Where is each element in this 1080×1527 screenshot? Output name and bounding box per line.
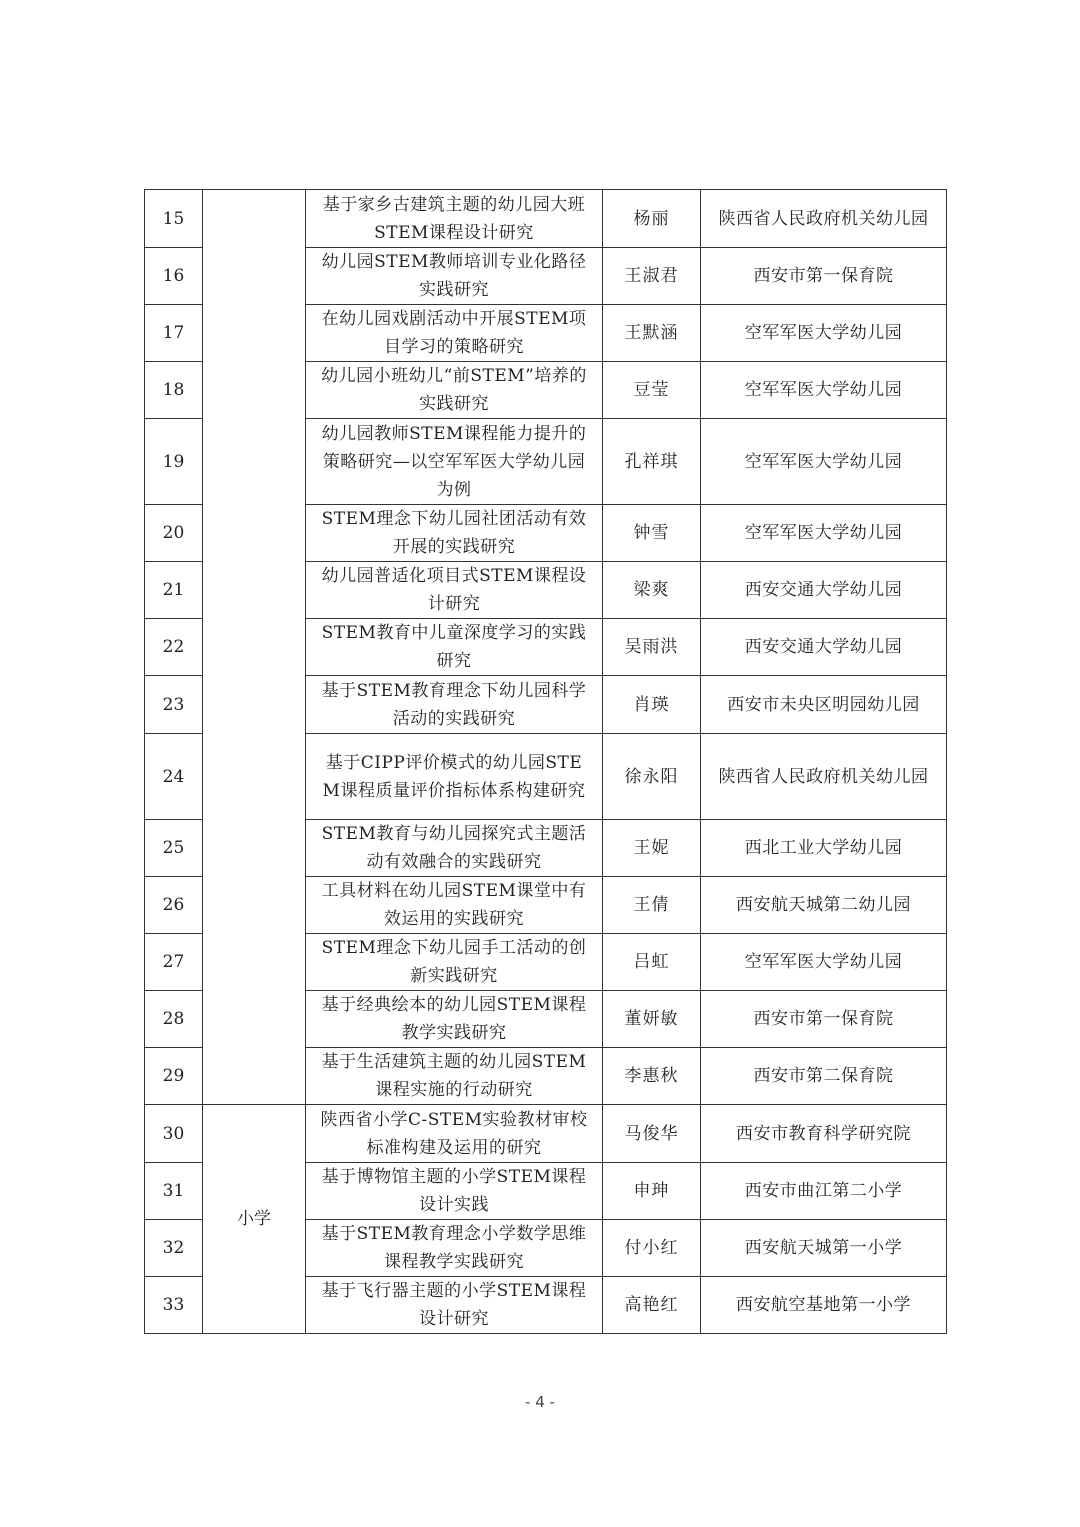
person-name: 高艳红 bbox=[603, 1277, 701, 1334]
unit-name: 空军军医大学幼儿园 bbox=[701, 419, 947, 505]
row-number: 23 bbox=[145, 676, 203, 734]
unit-name: 西安航天城第一小学 bbox=[701, 1220, 947, 1277]
project-title: 陕西省小学C-STEM实验教材审校标准构建及运用的研究 bbox=[306, 1105, 603, 1163]
table-row bbox=[145, 1105, 947, 1163]
unit-name: 西安航空基地第一小学 bbox=[701, 1277, 947, 1334]
project-title: 基于博物馆主题的小学STEM课程设计实践 bbox=[306, 1163, 603, 1220]
unit-name: 西安市第一保育院 bbox=[701, 248, 947, 305]
project-title: 基于家乡古建筑主题的幼儿园大班STEM课程设计研究 bbox=[306, 190, 603, 248]
unit-name: 西安市教育科学研究院 bbox=[701, 1105, 947, 1163]
unit-name: 空军军医大学幼儿园 bbox=[701, 934, 947, 991]
row-number: 24 bbox=[145, 734, 203, 820]
unit-name: 陕西省人民政府机关幼儿园 bbox=[701, 734, 947, 820]
row-number: 16 bbox=[145, 248, 203, 305]
project-title: 幼儿园小班幼儿“前STEM”培养的实践研究 bbox=[306, 362, 603, 419]
row-number: 33 bbox=[145, 1277, 203, 1334]
row-number: 28 bbox=[145, 991, 203, 1048]
person-name: 孔祥琪 bbox=[603, 419, 701, 505]
row-number: 18 bbox=[145, 362, 203, 419]
unit-name: 西安交通大学幼儿园 bbox=[701, 619, 947, 676]
category-cell-kindergarten bbox=[203, 190, 306, 1105]
person-name: 钟雪 bbox=[603, 505, 701, 562]
person-name: 吴雨洪 bbox=[603, 619, 701, 676]
row-number: 31 bbox=[145, 1163, 203, 1220]
row-number: 25 bbox=[145, 820, 203, 877]
category-cell-primary: 小学 bbox=[203, 1105, 306, 1334]
project-title: 基于STEM教育理念小学数学思维课程教学实践研究 bbox=[306, 1220, 603, 1277]
person-name: 豆莹 bbox=[603, 362, 701, 419]
project-title: 工具材料在幼儿园STEM课堂中有效运用的实践研究 bbox=[306, 877, 603, 934]
row-number: 32 bbox=[145, 1220, 203, 1277]
row-number: 30 bbox=[145, 1105, 203, 1163]
row-number: 27 bbox=[145, 934, 203, 991]
person-name: 杨丽 bbox=[603, 190, 701, 248]
unit-name: 西安市第二保育院 bbox=[701, 1048, 947, 1105]
unit-name: 西安市曲江第二小学 bbox=[701, 1163, 947, 1220]
project-title: 基于生活建筑主题的幼儿园STEM课程实施的行动研究 bbox=[306, 1048, 603, 1105]
person-name: 徐永阳 bbox=[603, 734, 701, 820]
person-name: 王淑君 bbox=[603, 248, 701, 305]
project-title: 基于CIPP评价模式的幼儿园STEM课程质量评价指标体系构建研究 bbox=[306, 734, 603, 820]
unit-name: 空军军医大学幼儿园 bbox=[701, 505, 947, 562]
row-number: 17 bbox=[145, 305, 203, 362]
project-title: 在幼儿园戏剧活动中开展STEM项目学习的策略研究 bbox=[306, 305, 603, 362]
project-title: 幼儿园教师STEM课程能力提升的策略研究—以空军军医大学幼儿园为例 bbox=[306, 419, 603, 505]
unit-name: 西安市未央区明园幼儿园 bbox=[701, 676, 947, 734]
project-title: STEM理念下幼儿园社团活动有效开展的实践研究 bbox=[306, 505, 603, 562]
project-title: 基于飞行器主题的小学STEM课程设计研究 bbox=[306, 1277, 603, 1334]
person-name: 肖瑛 bbox=[603, 676, 701, 734]
project-title: STEM理念下幼儿园手工活动的创新实践研究 bbox=[306, 934, 603, 991]
person-name: 王默涵 bbox=[603, 305, 701, 362]
person-name: 马俊华 bbox=[603, 1105, 701, 1163]
person-name: 李惠秋 bbox=[603, 1048, 701, 1105]
unit-name: 西安市第一保育院 bbox=[701, 991, 947, 1048]
row-number: 21 bbox=[145, 562, 203, 619]
unit-name: 西安交通大学幼儿园 bbox=[701, 562, 947, 619]
row-number: 26 bbox=[145, 877, 203, 934]
table-row bbox=[145, 190, 947, 248]
person-name: 吕虹 bbox=[603, 934, 701, 991]
person-name: 王倩 bbox=[603, 877, 701, 934]
row-number: 22 bbox=[145, 619, 203, 676]
project-title: 幼儿园普适化项目式STEM课程设计研究 bbox=[306, 562, 603, 619]
project-title: 基于STEM教育理念下幼儿园科学活动的实践研究 bbox=[306, 676, 603, 734]
project-title: 幼儿园STEM教师培训专业化路径实践研究 bbox=[306, 248, 603, 305]
row-number: 15 bbox=[145, 190, 203, 248]
project-title: 基于经典绘本的幼儿园STEM课程教学实践研究 bbox=[306, 991, 603, 1048]
person-name: 董妍敏 bbox=[603, 991, 701, 1048]
row-number: 19 bbox=[145, 419, 203, 505]
row-number: 29 bbox=[145, 1048, 203, 1105]
unit-name: 陕西省人民政府机关幼儿园 bbox=[701, 190, 947, 248]
unit-name: 西北工业大学幼儿园 bbox=[701, 820, 947, 877]
project-title: STEM教育与幼儿园探究式主题活动有效融合的实践研究 bbox=[306, 820, 603, 877]
unit-name: 空军军医大学幼儿园 bbox=[701, 305, 947, 362]
person-name: 梁爽 bbox=[603, 562, 701, 619]
page-number: - 4 - bbox=[525, 1393, 555, 1411]
project-list-table bbox=[144, 189, 947, 1334]
person-name: 付小红 bbox=[603, 1220, 701, 1277]
unit-name: 空军军医大学幼儿园 bbox=[701, 362, 947, 419]
person-name: 申珅 bbox=[603, 1163, 701, 1220]
person-name: 王妮 bbox=[603, 820, 701, 877]
project-title: STEM教育中儿童深度学习的实践研究 bbox=[306, 619, 603, 676]
unit-name: 西安航天城第二幼儿园 bbox=[701, 877, 947, 934]
row-number: 20 bbox=[145, 505, 203, 562]
